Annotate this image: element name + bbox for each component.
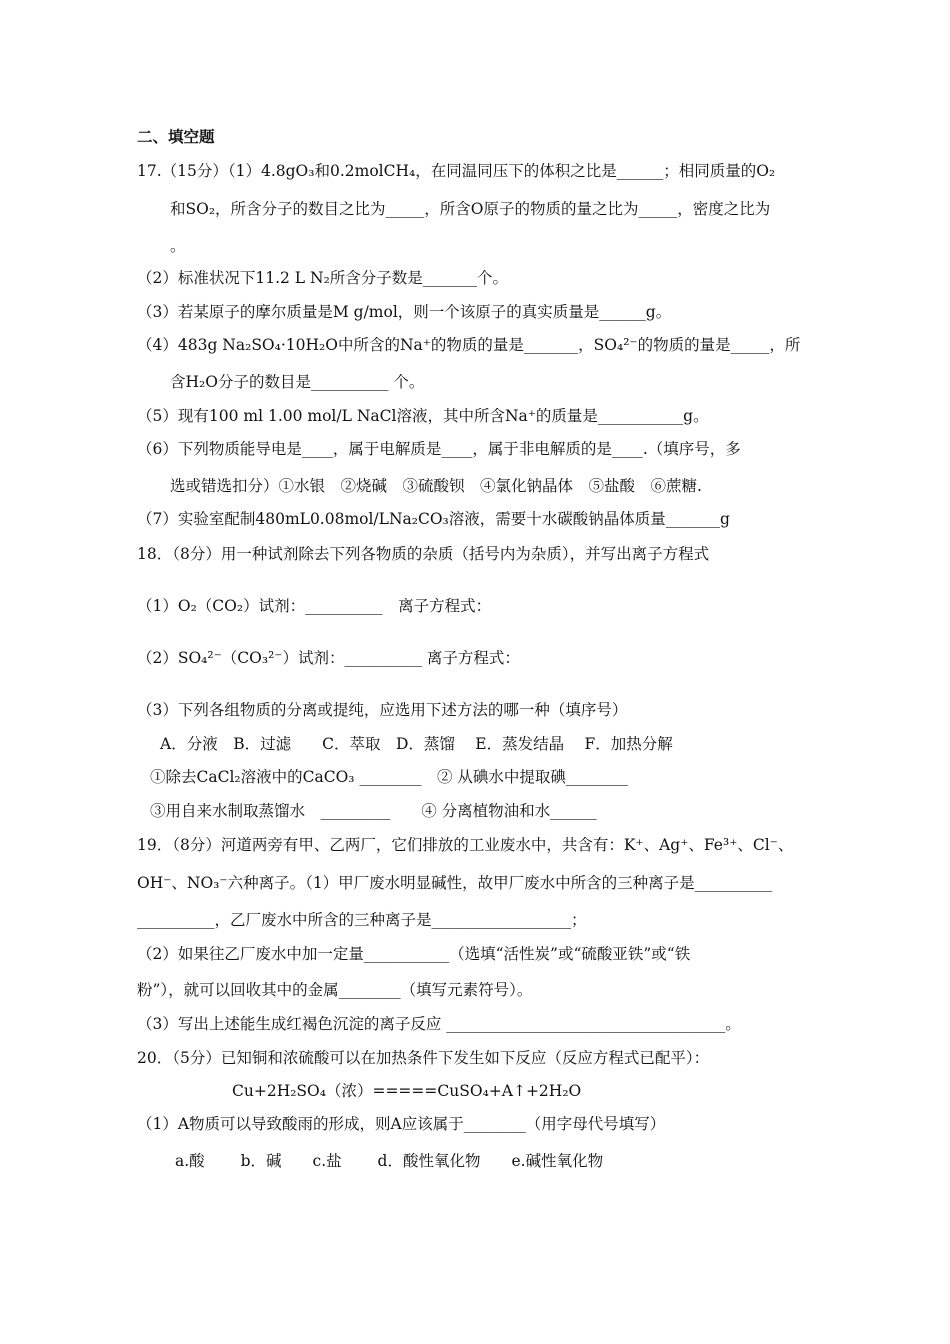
q17-part-6: （6）下列物质能导电是____，属于电解质是____，属于非电解质的是____.（填序号，多 bbox=[137, 440, 741, 458]
q20-options: a.酸 b．碱 c.盐 d．酸性氧化物 e.碱性氧化物 bbox=[175, 1152, 604, 1170]
q17-part-4-cont: 含H₂O分子的数目是__________ 个。 bbox=[170, 373, 425, 391]
q18-options: A．分液 B．过滤 C．萃取 D．蒸馏 E．蒸发结晶 F．加热分解 bbox=[160, 735, 673, 753]
q20-header: 20．（5分）已知铜和浓硫酸可以在加热条件下发生如下反应（反应方程式已配平）： bbox=[137, 1049, 710, 1067]
q18-part-1: （1）O₂（CO₂）试剂：__________ 离子方程式： bbox=[137, 597, 492, 615]
q20-part-1: （1）A物质可以导致酸雨的形成，则A应该属于________（用字母代号填写） bbox=[137, 1115, 666, 1133]
q20-equation: Cu+2H₂SO₄（浓）=====CuSO₄+A↑+2H₂O bbox=[232, 1082, 582, 1100]
q18-part-3: （3）下列各组物质的分离或提纯，应选用下述方法的哪一种（填序号） bbox=[137, 701, 628, 719]
q18-item-1-2: ①除去CaCl₂溶液中的CaCO₃ ________ ② 从碘水中提取碘________ bbox=[150, 768, 628, 786]
q19-header: 19．（8分）河道两旁有甲、乙两厂，它们排放的工业废水中，共含有：K⁺、Ag⁺、Fe³⁺、Cl⁻、 bbox=[137, 836, 794, 854]
q18-part-2: （2）SO₄²⁻（CO₃²⁻）试剂：__________ 离子方程式： bbox=[137, 649, 520, 667]
q17-part-3: （3）若某原子的摩尔质量是M g/mol，则一个该原子的真实质量是______g。 bbox=[137, 303, 672, 321]
q18-header: 18．（8分）用一种试剂除去下列各物质的杂质（括号内为杂质），并写出离子方程式 bbox=[137, 545, 710, 563]
q19-line-2: OH⁻、NO₃⁻六种离子。（1）甲厂废水明显碱性，故甲厂废水中所含的三种离子是__________ bbox=[137, 874, 773, 892]
q17-line-1: 17.（15分）（1）4.8gO₃和0.2molCH₄，在同温同压下的体积之比是______；相同质量的O₂ bbox=[137, 162, 776, 180]
q18-item-3-4: ③用自来水制取蒸馏水 _________ ④ 分离植物油和水______ bbox=[150, 802, 597, 820]
q17-line-3: 。 bbox=[170, 237, 186, 255]
q17-part-5: （5）现有100 ml 1.00 mol/L NaCl溶液，其中所含Na⁺的质量是___________g。 bbox=[137, 407, 709, 425]
q19-part-3: （3）写出上述能生成红褐色沉淀的离子反应 ____________________________________。 bbox=[137, 1015, 741, 1033]
q17-part-6-cont: 选或错选扣分）①水银 ②烧碱 ③硫酸钡 ④氯化钠晶体 ⑤盐酸 ⑥蔗糖. bbox=[170, 477, 702, 495]
section-title: 二、填空题 bbox=[137, 128, 215, 146]
q17-part-4: （4）483g Na₂SO₄·10H₂O中所含的Na⁺的物质的量是_______，SO₄²⁻的物质的量是_____，所 bbox=[137, 336, 801, 354]
q17-part-7: （7）实验室配制480mL0.08mol/LNa₂CO₃溶液，需要十水碳酸钠晶体质量_______g bbox=[137, 510, 730, 528]
q17-line-2: 和SO₂，所含分子的数目之比为_____，所含O原子的物质的量之比为_____，密度之比为 bbox=[170, 200, 771, 218]
q19-part-2: （2）如果往乙厂废水中加一定量___________（选填“活性炭”或“硫酸亚铁”或“铁 bbox=[137, 945, 691, 963]
q19-part-2-cont: 粉”），就可以回收其中的金属________（填写元素符号）。 bbox=[137, 981, 533, 999]
q17-part-2: （2）标准状况下11.2 L N₂所含分子数是_______个。 bbox=[137, 269, 509, 287]
q19-line-3: __________，乙厂废水中所含的三种离子是__________________； bbox=[137, 911, 587, 929]
